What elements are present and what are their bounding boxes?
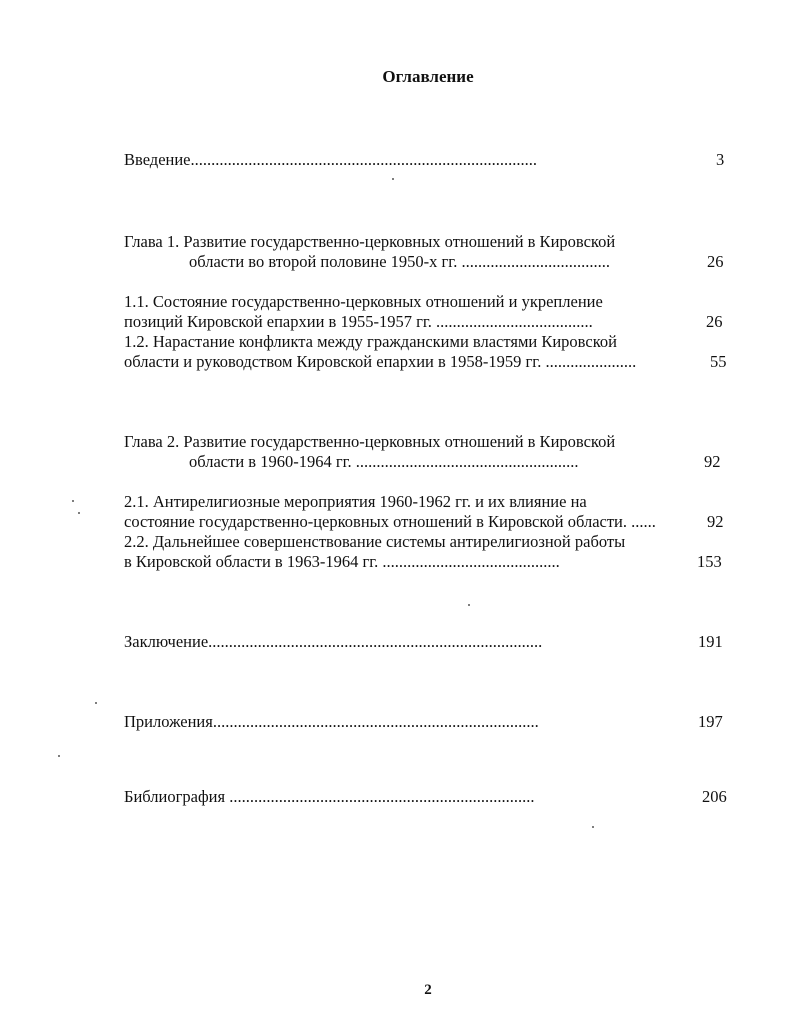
toc-entry-text: Заключение	[124, 632, 209, 651]
toc-chapter-2-line-1: Глава 2. Развитие государственно-церковных отношений в Кировской	[124, 432, 616, 451]
scan-speck	[592, 826, 594, 828]
toc-chapter-1-line-2	[189, 252, 610, 272]
toc-section-1-2-line-1: 1.2. Нарастание конфликта между гражданскими властями Кировской	[124, 332, 617, 351]
toc-section-2-1-line-2	[124, 512, 656, 532]
toc-leader-dots: .................................................................................	[208, 632, 543, 651]
scan-speck	[468, 604, 470, 606]
toc-page-number: 92	[707, 512, 724, 531]
toc-leader-dots: ......................................................	[351, 452, 579, 471]
toc-entry-text: области и руководством Кировской епархии в 1958-1959 гг.	[124, 352, 542, 371]
toc-entry-introduction	[124, 150, 537, 170]
toc-entry-appendices	[124, 712, 539, 732]
toc-entry-bibliography	[124, 787, 534, 807]
toc-page-number: 92	[704, 452, 721, 471]
toc-entry-text: состояние государственно-церковных отношений в Кировской области.	[124, 512, 628, 531]
page-title: Оглавление	[382, 67, 474, 86]
toc-entry-text: области в 1960-1964 гг.	[189, 452, 352, 471]
toc-page-number: 26	[707, 252, 724, 271]
toc-entry-text: Приложения	[124, 712, 213, 731]
toc-section-1-1-line-1: 1.1. Состояние государственно-церковных отношений и укрепление	[124, 292, 603, 311]
toc-chapter-1-line-1: Глава 1. Развитие государственно-церковных отношений в Кировской	[124, 232, 616, 251]
toc-entry-text: позиций Кировской епархии в 1955-1957 гг.	[124, 312, 432, 331]
toc-leader-dots: ......................	[541, 352, 637, 371]
toc-section-2-2-line-2	[124, 552, 560, 572]
toc-leader-dots: ....................................................................................	[190, 150, 538, 169]
toc-page-number: 55	[710, 352, 727, 371]
toc-leader-dots: ....................................	[457, 252, 610, 271]
toc-entry-text: в Кировской области в 1963-1964 гг.	[124, 552, 379, 571]
toc-leader-dots: ...........................................	[378, 552, 560, 571]
toc-section-2-2-line-1: 2.2. Дальнейшее совершенствование системы антирелигиозной работы	[124, 532, 626, 551]
page-number: 2	[424, 982, 432, 998]
toc-page-number: 206	[702, 787, 727, 806]
toc-entry-text: области во второй половине 1950-х гг.	[189, 252, 458, 271]
toc-page-number: 26	[706, 312, 723, 331]
toc-leader-dots: ..........................................................................	[225, 787, 535, 806]
toc-section-1-2-line-2	[124, 352, 636, 372]
toc-entry-text: Введение	[124, 150, 191, 169]
toc-leader-dots: ......	[627, 512, 656, 531]
toc-page-number: 191	[698, 632, 723, 651]
scan-speck	[78, 512, 80, 514]
scan-speck	[95, 702, 97, 704]
toc-leader-dots: ......................................	[431, 312, 593, 331]
toc-leader-dots: ...............................................................................	[212, 712, 539, 731]
toc-entry-conclusion	[124, 632, 542, 652]
toc-page-number: 3	[716, 150, 725, 169]
toc-entry-text: Библиография	[124, 787, 226, 806]
toc-section-2-1-line-1: 2.1. Антирелигиозные мероприятия 1960-1962 гг. и их влияние на	[124, 492, 587, 511]
scan-speck	[58, 755, 60, 757]
toc-chapter-2-line-2	[189, 452, 579, 472]
scan-speck	[392, 178, 394, 180]
scan-speck	[72, 500, 74, 502]
toc-section-1-1-line-2	[124, 312, 593, 332]
toc-page-number: 153	[697, 552, 722, 571]
toc-page-number: 197	[698, 712, 723, 731]
